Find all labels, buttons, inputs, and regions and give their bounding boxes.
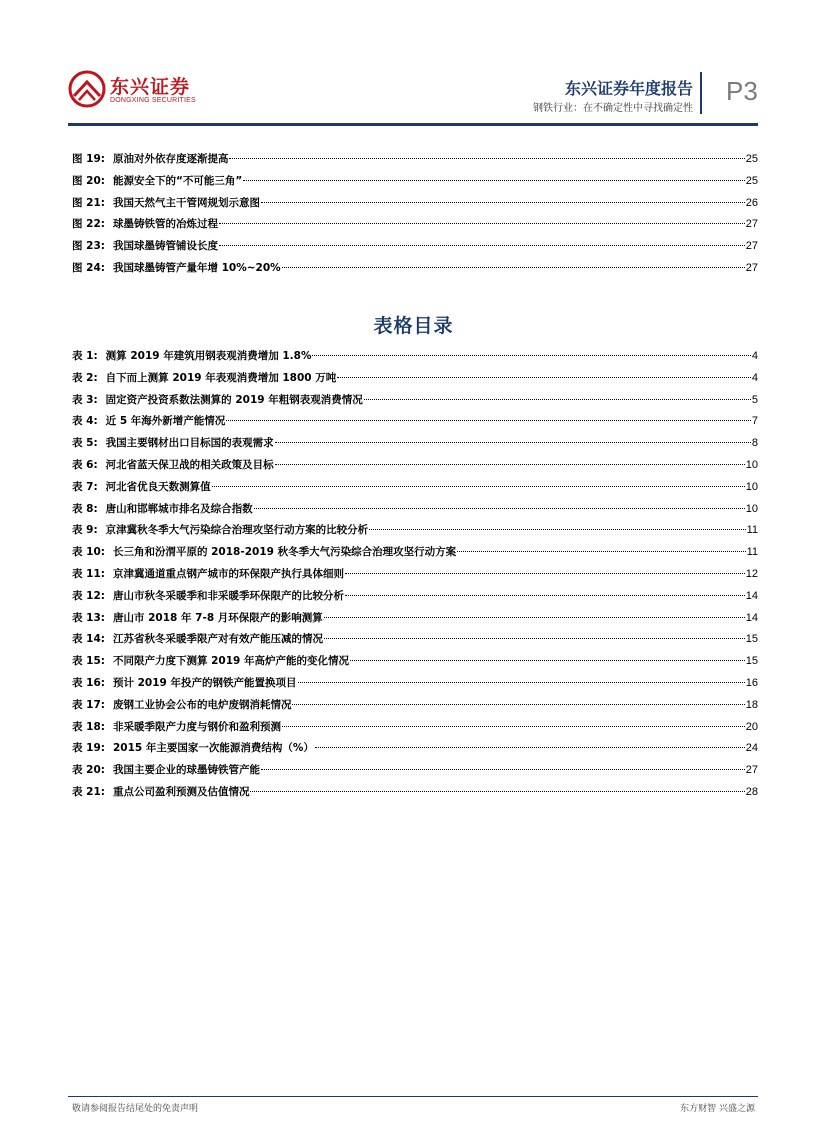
leader-dots: [219, 223, 745, 224]
entry-page: 11: [746, 546, 758, 559]
leader-dots: [298, 682, 745, 683]
table-entry[interactable]: [72, 370, 758, 392]
entry-title: 自下而上测算 2019 年表观消费增加 1800 万吨: [105, 371, 337, 384]
table-entry[interactable]: [72, 501, 758, 523]
entry-title: 预计 2019 年投产的钢铁产能置换项目: [112, 676, 297, 689]
table-entry[interactable]: [72, 653, 758, 675]
table-entry[interactable]: [72, 675, 758, 697]
leader-dots: [457, 551, 745, 552]
entry-title: 不同限产力度下测算 2019 年高炉产能的变化情况: [112, 655, 350, 668]
entry-page: 4: [751, 350, 758, 362]
entry-number: 表 3:: [72, 393, 98, 406]
entry-page: 25: [745, 153, 758, 165]
entry-title: 京津冀秋冬季大气污染综合治理攻坚行动方案的比较分析: [105, 524, 369, 537]
table-entry[interactable]: [72, 719, 758, 741]
header-rule: [68, 123, 758, 126]
page-header: [0, 0, 827, 130]
figure-entry[interactable]: [72, 260, 758, 282]
page-number: P3: [726, 76, 758, 106]
entry-page: 20: [745, 720, 758, 733]
table-list: [72, 348, 758, 806]
entry-number: 表 13:: [72, 611, 105, 624]
entry-title: 唐山和邯郸城市排名及综合指数: [105, 502, 253, 515]
entry-page: 28: [745, 785, 758, 798]
leader-dots: [345, 595, 745, 596]
leader-dots: [212, 486, 745, 487]
entry-number: 图 19:: [72, 153, 105, 165]
entry-number: 图 24:: [72, 261, 105, 274]
entry-title: 重点公司盈利预测及估值情况: [112, 785, 250, 798]
entry-page: 10: [745, 458, 758, 471]
entry-page: 25: [745, 174, 758, 187]
leader-dots: [275, 442, 751, 443]
entry-page: 27: [745, 764, 758, 777]
leader-dots: [254, 508, 745, 509]
entry-page: 11: [746, 524, 758, 537]
entry-title: 固定资产投资系数法测算的 2019 年粗钢表观消费情况: [105, 393, 363, 406]
footer-rule: [68, 1096, 758, 1097]
entry-number: 表 2:: [72, 371, 98, 384]
leader-dots: [282, 726, 745, 727]
entry-title: 我国球墨铸管产量年增 10%~20%: [112, 261, 281, 274]
entry-title: 唐山市秋冬采暖季和非采暖季环保限产的比较分析: [112, 589, 344, 602]
entry-number: 图 22:: [72, 218, 105, 231]
entry-title: 唐山市 2018 年 7-8 月环保限产的影响测算: [112, 611, 323, 624]
entry-number: 表 1:: [72, 350, 98, 362]
header-divider: [700, 72, 702, 114]
entry-number: 表 21:: [72, 785, 105, 798]
entry-number: 表 8:: [72, 502, 98, 515]
footer-disclaimer: 敬请参阅报告结尾处的免责声明: [72, 1104, 199, 1114]
leader-dots: [226, 420, 751, 421]
table-entry[interactable]: [72, 544, 758, 566]
entry-number: 图 21:: [72, 196, 105, 209]
leader-dots: [337, 377, 751, 378]
table-entry[interactable]: [72, 697, 758, 719]
entry-number: 表 11:: [72, 567, 105, 580]
entry-page: 16: [745, 676, 758, 689]
entry-number: 表 5:: [72, 437, 98, 450]
leader-dots: [312, 355, 750, 356]
entry-number: 表 17:: [72, 698, 105, 711]
entry-page: 14: [745, 589, 758, 602]
entry-page: 26: [745, 196, 758, 209]
entry-number: 表 20:: [72, 764, 105, 777]
entry-title: 能源安全下的“不可能三角”: [112, 174, 243, 187]
entry-title: 测算 2019 年建筑用钢表观消费增加 1.8%: [105, 350, 312, 362]
entry-title: 河北省优良天数测算值: [105, 480, 211, 493]
report-subtitle: 钢铁行业：在不确定性中寻找确定性: [533, 103, 693, 114]
logo-english-name: DONGXING SECURITIES: [110, 97, 196, 104]
leader-dots: [250, 791, 744, 792]
entry-title: 2015 年主要国家一次能源消费结构（%）: [112, 742, 314, 755]
leader-dots: [282, 267, 745, 268]
leader-dots: [369, 529, 745, 530]
report-title: 东兴证券年度报告: [564, 79, 693, 98]
entry-title: 河北省蓝天保卫战的相关政策及目标: [105, 458, 274, 471]
entry-page: 15: [745, 655, 758, 668]
footer-slogan: 东方财智 兴盛之源: [680, 1104, 755, 1114]
leader-dots: [243, 180, 744, 181]
entry-title: 我国天然气主干管网规划示意图: [112, 196, 260, 209]
company-logo: [68, 70, 208, 112]
table-entry[interactable]: [72, 522, 758, 544]
figure-entry[interactable]: [72, 173, 758, 195]
logo-chinese-name: 东兴证券: [110, 76, 191, 98]
table-entry[interactable]: [72, 392, 758, 414]
entry-number: 表 19:: [72, 742, 105, 755]
entry-title: 我国主要企业的球墨铸铁管产能: [112, 764, 260, 777]
entry-title: 我国球墨铸管铺设长度: [112, 240, 218, 253]
table-entry[interactable]: [72, 588, 758, 610]
figure-entry[interactable]: [72, 195, 758, 217]
entry-number: 表 14:: [72, 633, 105, 646]
entry-title: 我国主要钢材出口目标国的表观需求: [105, 437, 274, 450]
leader-dots: [275, 464, 745, 465]
leader-dots: [229, 158, 744, 159]
entry-number: 表 10:: [72, 546, 105, 559]
logo-emblem-icon: [68, 70, 106, 108]
entry-page: 14: [745, 611, 758, 624]
table-entry[interactable]: [72, 566, 758, 588]
entry-page: 4: [751, 371, 758, 384]
entry-page: 24: [745, 742, 758, 755]
entry-page: 10: [745, 480, 758, 493]
table-entry[interactable]: [72, 610, 758, 632]
entry-page: 5: [751, 393, 758, 406]
entry-number: 表 16:: [72, 676, 105, 689]
entry-title: 原油对外依存度逐渐提高: [112, 153, 229, 165]
entry-page: 8: [751, 437, 758, 450]
table-entry[interactable]: [72, 457, 758, 479]
leader-dots: [350, 660, 745, 661]
entry-page: 27: [745, 218, 758, 231]
leader-dots: [292, 704, 744, 705]
leader-dots: [324, 638, 745, 639]
entry-page: 12: [745, 567, 758, 580]
entry-number: 表 6:: [72, 458, 98, 471]
entry-number: 图 23:: [72, 240, 105, 253]
table-entry[interactable]: [72, 740, 758, 762]
entry-title: 非采暖季限产力度与钢价和盈利预测: [112, 720, 281, 733]
leader-dots: [261, 769, 745, 770]
leader-dots: [345, 573, 745, 574]
entry-number: 表 7:: [72, 480, 98, 493]
table-entry[interactable]: [72, 762, 758, 784]
leader-dots: [364, 399, 751, 400]
leader-dots: [324, 617, 745, 618]
figure-entry[interactable]: [72, 238, 758, 260]
entry-title: 京津冀通道重点钢产城市的环保限产执行具体细则: [112, 567, 344, 580]
entry-page: 18: [745, 698, 758, 711]
entry-title: 废钢工业协会公布的电炉废钢消耗情况: [112, 698, 292, 711]
entry-title: 球墨铸铁管的冶炼过程: [112, 218, 218, 231]
table-entry[interactable]: [72, 348, 758, 370]
table-entry[interactable]: [72, 435, 758, 457]
table-entry[interactable]: [72, 479, 758, 501]
entry-number: 表 12:: [72, 589, 105, 602]
leader-dots: [315, 747, 745, 748]
figure-list: [72, 151, 758, 282]
entry-title: 近 5 年海外新增产能情况: [105, 415, 226, 428]
entry-page: 7: [751, 415, 758, 428]
figure-entry[interactable]: [72, 216, 758, 238]
table-entry[interactable]: [72, 631, 758, 653]
entry-title: 长三角和汾渭平原的 2018-2019 秋冬季大气污染综合治理攻坚行动方案: [112, 546, 457, 559]
entry-page: 27: [745, 261, 758, 274]
entry-title: 江苏省秋冬采暖季限产对有效产能压减的情况: [112, 633, 323, 646]
figure-entry[interactable]: [72, 151, 758, 173]
tables-section-title: 表格目录: [373, 315, 454, 337]
table-entry[interactable]: [72, 413, 758, 435]
entry-number: 表 9:: [72, 524, 98, 537]
entry-page: 15: [745, 633, 758, 646]
leader-dots: [219, 245, 745, 246]
entry-number: 表 15:: [72, 655, 105, 668]
table-entry[interactable]: [72, 784, 758, 806]
entry-page: 27: [745, 240, 758, 253]
entry-number: 图 20:: [72, 174, 105, 187]
leader-dots: [261, 202, 745, 203]
entry-page: 10: [745, 502, 758, 515]
entry-number: 表 18:: [72, 720, 105, 733]
entry-number: 表 4:: [72, 415, 98, 428]
